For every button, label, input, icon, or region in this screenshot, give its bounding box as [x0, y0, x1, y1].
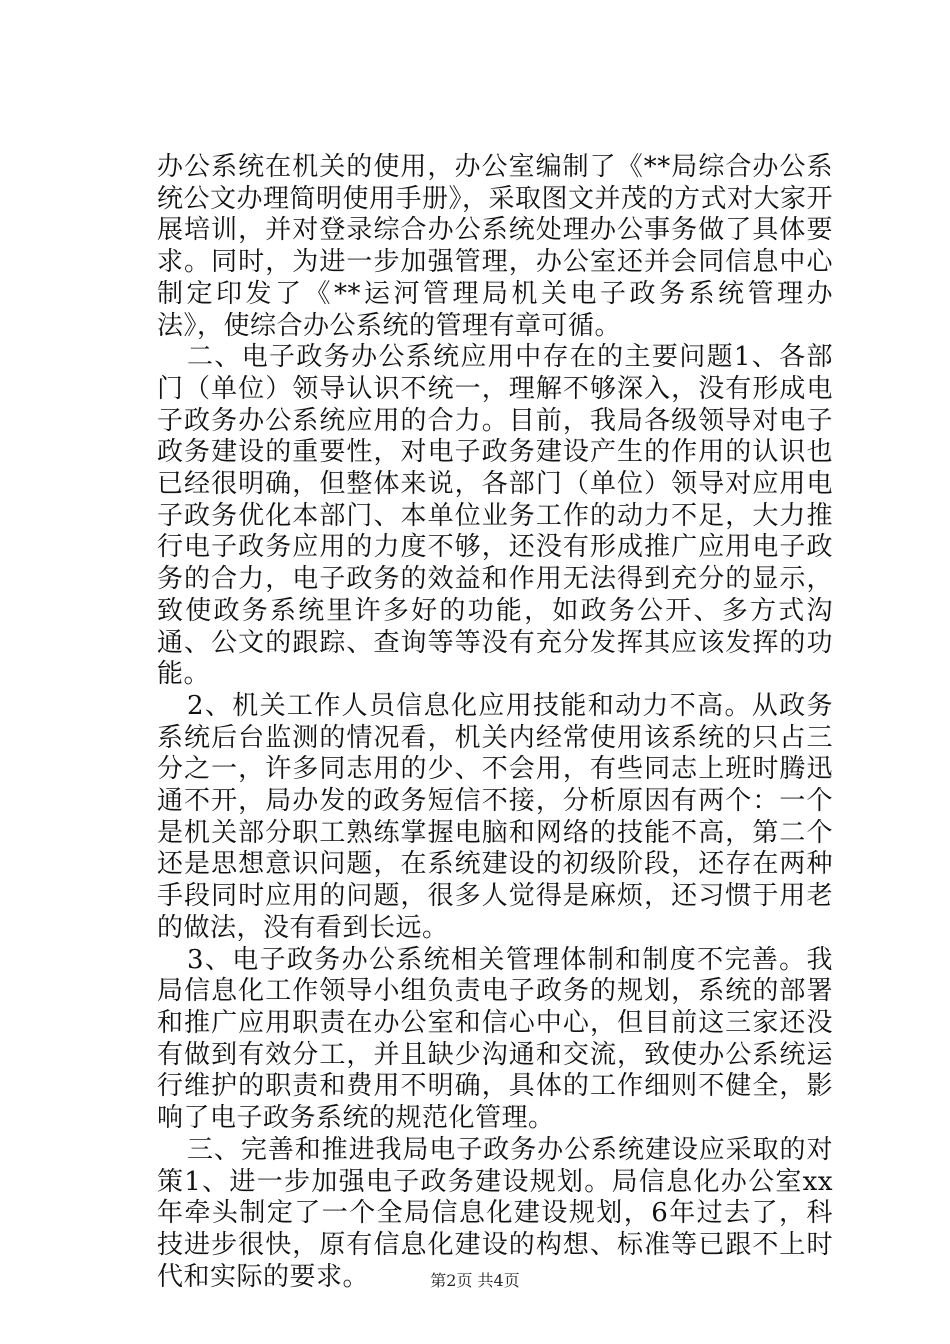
paragraph-1: 办公系统在机关的使用，办公室编制了《**局综合办公系统公文办理简明使用手册》，采取图文并茂的方式对大家开展培训，并对登录综合办公系统处理办公事务做了具体要求。同时，为进一步加强管理，办公室还并会同信息中心制定印发了《**运河管理局机关电子政务系统管理办法》，使综合办公系统的管理有章可循。 — [157, 152, 834, 341]
document-body — [157, 152, 833, 1293]
paragraph-4: 3、电子政务办公系统相关管理体制和制度不完善。我局信息化工作领导小组负责电子政务的规划，系统的部署和推广应用职责在办公室和信心中心，但目前这三家还没有做到有效分工，并且缺少沟通和交流，致使办公系统运行维护的职责和费用不明确，具体的工作细则不健全，影响了电子政务系统的规范化管理。 — [157, 944, 833, 1134]
paragraph-3: 2、机关工作人员信息化应用技能和动力不高。从政务系统后台监测的情况看，机关内经常使用该系统的只占三分之一，许多同志用的少、不会用，有些同志上班时腾迅通不开，局办发的政务短信不接，分析原因有两个：一个是机关部分职工熟练掌握电脑和网络的技能不高，第二个还是思想意识问题，在系统建设的初级阶段，还存在两种手段同时应用的问题，很多人觉得是麻烦，还习惯于用老的做法，没有看到长远。 — [157, 690, 833, 943]
paragraph-5: 三、完善和推进我局电子政务办公系统建设应采取的对策1、进一步加强电子政务建设规划。局信息化办公室xx年牵头制定了一个全局信息化建设规划，6年过去了，科技进步很快，原有信息化建设的构想、标准等已跟不上时代和实际的要求。 — [157, 1134, 833, 1292]
paragraph-2: 二、电子政务办公系统应用中存在的主要问题1、各部门（单位）领导认识不统一，理解不够深入，没有形成电子政务办公系统应用的合力。目前，我局各级领导对电子政务建设的重要性，对电子政务建设产生的作用的认识也已经很明确，但整体来说，各部门（单位）领导对应用电子政务优化本部门、本单位业务工作的动力不足，大力推行电子政务应用的力度不够，还没有形成推广应用电子政务的合力，电子政务的效益和作用无法得到充分的显示，致使政务系统里许多好的功能，如政务公开、多方式沟通、公文的跟踪、查询等等没有充分发挥其应该发挥的功能。 — [157, 342, 833, 690]
page-footer: 第2页 共4页 — [430, 1271, 520, 1290]
